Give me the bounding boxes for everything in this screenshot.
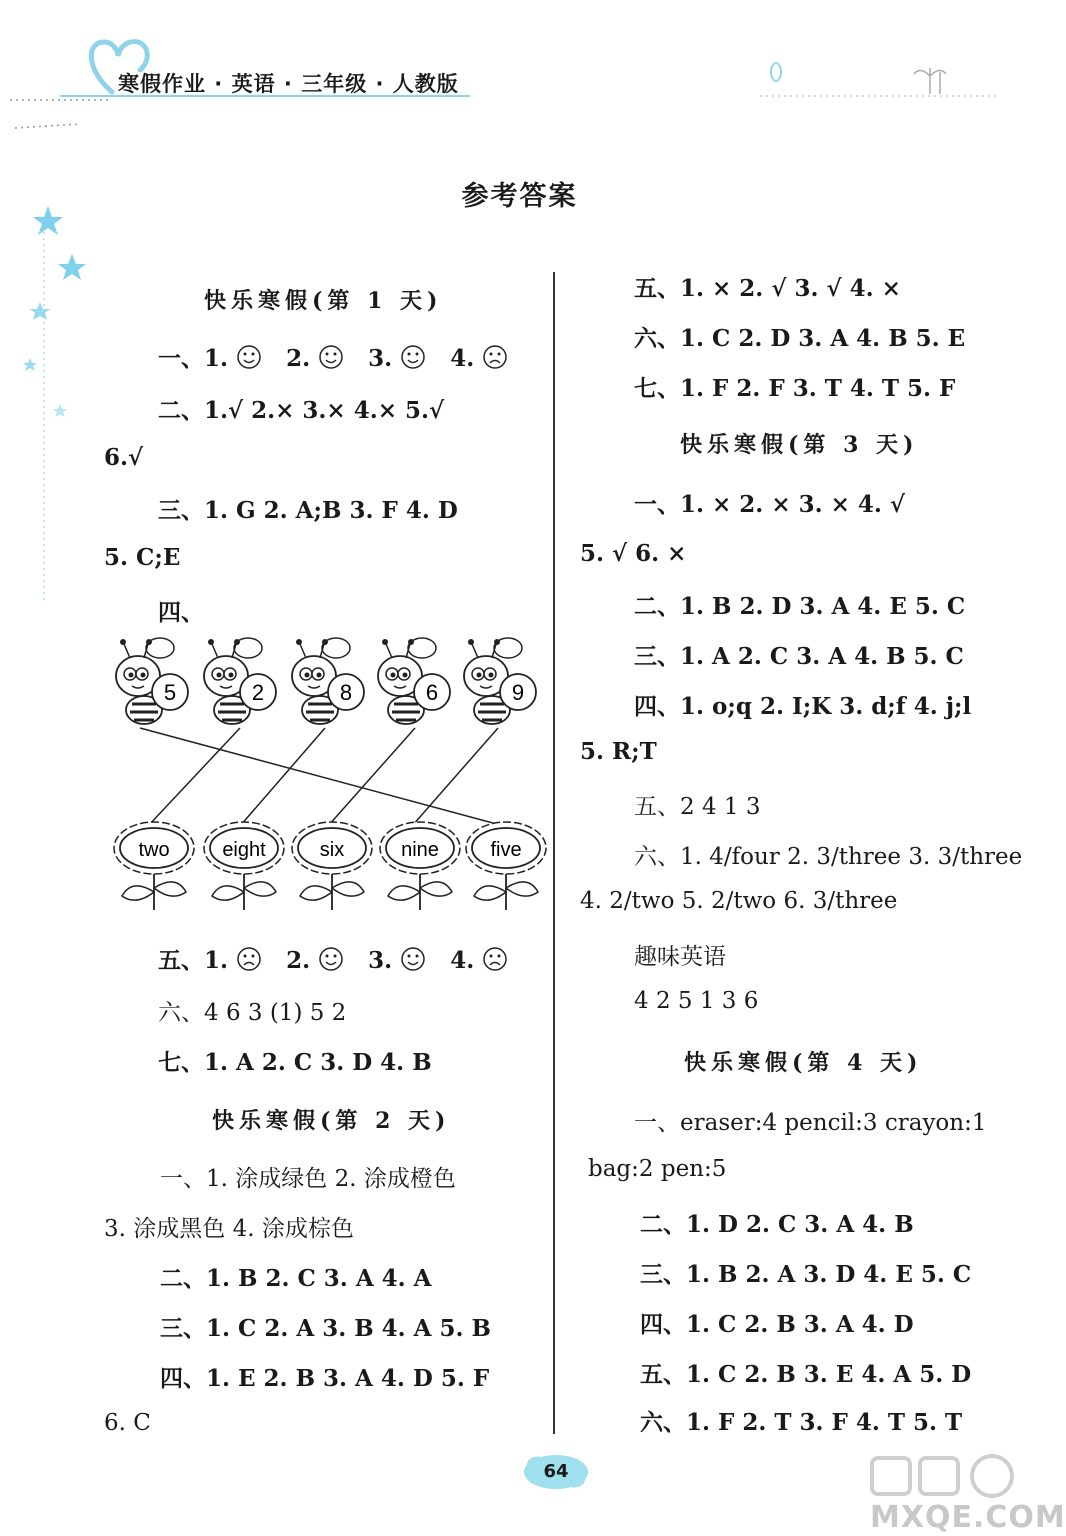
day1-section4: 四、 xyxy=(158,599,204,626)
item-num: 1. xyxy=(204,345,229,372)
item-num: 4. xyxy=(450,345,475,372)
item-num: 2. xyxy=(286,947,311,974)
page-number: 64 xyxy=(543,1461,569,1482)
section-prefix: 五、 xyxy=(158,947,204,974)
bee-number: 8 xyxy=(339,680,353,705)
star-icon xyxy=(30,302,50,320)
item-num: 1. xyxy=(204,947,229,974)
flower-3 xyxy=(292,822,372,910)
flower-1 xyxy=(114,822,194,910)
plant-icon xyxy=(914,68,946,94)
smile-face-icon xyxy=(400,946,426,972)
day3-section4-cont: 5. R;T xyxy=(580,738,657,765)
day1-section5 xyxy=(158,942,508,975)
day2-section5: 五、1. × 2. √ 3. √ 4. × xyxy=(634,275,901,302)
match-lines xyxy=(140,728,504,826)
bee-number: 2 xyxy=(251,680,265,705)
day4-section4: 四、1. C 2. B 3. A 4. D xyxy=(640,1311,914,1338)
smile-face-icon xyxy=(236,344,262,370)
day2-section3: 三、1. C 2. A 3. B 4. A 5. B xyxy=(160,1315,491,1342)
star-icon xyxy=(23,358,37,371)
day1-section7: 七、1. A 2. C 3. D 4. B xyxy=(158,1049,432,1076)
day3-section1: 一、1. × 2. × 3. × 4. √ xyxy=(634,491,906,518)
day3-section5: 五、2 4 1 3 xyxy=(634,794,761,820)
day4-section3: 三、1. B 2. A 3. D 4. E 5. C xyxy=(640,1261,972,1288)
bee-number: 9 xyxy=(511,680,525,705)
day3-section2: 二、1. B 2. D 3. A 4. E 5. C xyxy=(634,593,966,620)
day3-section4: 四、1. o;q 2. I;K 3. d;f 4. j;l xyxy=(634,693,972,720)
day4-section1-cont: bag:2 pen:5 xyxy=(588,1156,727,1182)
day3-section6-cont: 4. 2/two 5. 2/two 6. 3/three xyxy=(580,888,898,914)
day4-section2: 二、1. D 2. C 3. A 4. B xyxy=(640,1211,914,1238)
bee-4 xyxy=(378,638,450,724)
day2-section7: 七、1. F 2. F 3. T 4. T 5. F xyxy=(634,375,956,402)
day1-section3: 三、1. G 2. A;B 3. F 4. D xyxy=(158,497,458,524)
day2-title: 快乐寒假(第 2 天) xyxy=(212,1108,451,1134)
day3-title: 快乐寒假(第 3 天) xyxy=(680,432,919,458)
day4-section5: 五、1. C 2. B 3. E 4. A 5. D xyxy=(640,1361,972,1388)
bee-1 xyxy=(116,638,188,724)
item-num: 3. xyxy=(368,345,393,372)
flower-word: five xyxy=(490,839,522,861)
flower-5 xyxy=(466,822,546,910)
page-number-badge xyxy=(522,1452,590,1492)
flower-4 xyxy=(380,822,460,910)
day1-title: 快乐寒假(第 1 天) xyxy=(204,288,443,314)
bee-number: 6 xyxy=(425,680,439,705)
smile-face-icon xyxy=(318,344,344,370)
smile-face-icon xyxy=(318,946,344,972)
item-num: 3. xyxy=(368,947,393,974)
flower-word: eight xyxy=(222,839,266,861)
section-prefix: 一、 xyxy=(158,345,204,372)
bee-3 xyxy=(292,638,364,724)
day1-section6: 六、4 6 3 (1) 5 2 xyxy=(158,1000,347,1026)
matching-figure xyxy=(100,630,560,920)
day3-section1-cont: 5. √ 6. × xyxy=(580,540,687,567)
sad-face-icon xyxy=(482,344,508,370)
day4-section1: 一、eraser:4 pencil:3 crayon:1 xyxy=(634,1110,987,1136)
flower-word: two xyxy=(138,839,170,861)
day1-section2-cont: 6.√ xyxy=(104,444,144,471)
watermark-text: MXQE.COM xyxy=(870,1500,1066,1535)
page-title: 参考答案 xyxy=(461,181,578,212)
day3-section6: 六、1. 4/four 2. 3/three 3. 3/three xyxy=(634,844,1023,870)
flower-2 xyxy=(204,822,284,910)
stars-decoration xyxy=(0,190,100,610)
fun-english-answer: 4 2 5 1 3 6 xyxy=(634,988,759,1014)
bee-5 xyxy=(464,638,536,724)
drop-icon xyxy=(771,63,781,81)
day1-section1 xyxy=(158,340,508,373)
page-header xyxy=(0,0,1039,140)
day2-section2: 二、1. B 2. C 3. A 4. A xyxy=(160,1265,432,1292)
day2-section4: 四、1. E 2. B 3. A 4. D 5. F xyxy=(160,1365,490,1392)
day4-section6: 六、1. F 2. T 3. F 4. T 5. T xyxy=(640,1409,963,1436)
item-num: 2. xyxy=(286,345,311,372)
smile-face-icon xyxy=(400,344,426,370)
day2-section6: 六、1. C 2. D 3. A 4. B 5. E xyxy=(634,325,966,352)
day4-title: 快乐寒假(第 4 天) xyxy=(684,1050,923,1076)
day2-section1-cont: 3. 涂成黑色 4. 涂成棕色 xyxy=(104,1216,354,1242)
flower-word: nine xyxy=(401,839,439,861)
day3-section3: 三、1. A 2. C 3. A 4. B 5. C xyxy=(634,643,964,670)
sad-face-icon xyxy=(482,946,508,972)
fun-english-title: 趣味英语 xyxy=(634,944,726,970)
header-title: 寒假作业 · 英语 · 三年级 · 人教版 xyxy=(118,72,459,96)
star-icon xyxy=(58,254,86,280)
item-num: 4. xyxy=(450,947,475,974)
star-icon xyxy=(53,404,67,417)
day2-section1: 一、1. 涂成绿色 2. 涂成橙色 xyxy=(160,1166,456,1192)
day1-section2: 二、1.√ 2.× 3.× 4.× 5.√ xyxy=(158,397,445,424)
day2-section4-cont: 6. C xyxy=(104,1410,151,1436)
bee-number: 5 xyxy=(163,680,177,705)
bee-2 xyxy=(204,638,276,724)
day1-section3-cont: 5. C;E xyxy=(104,544,181,571)
flower-word: six xyxy=(319,839,345,861)
sad-face-icon xyxy=(236,946,262,972)
